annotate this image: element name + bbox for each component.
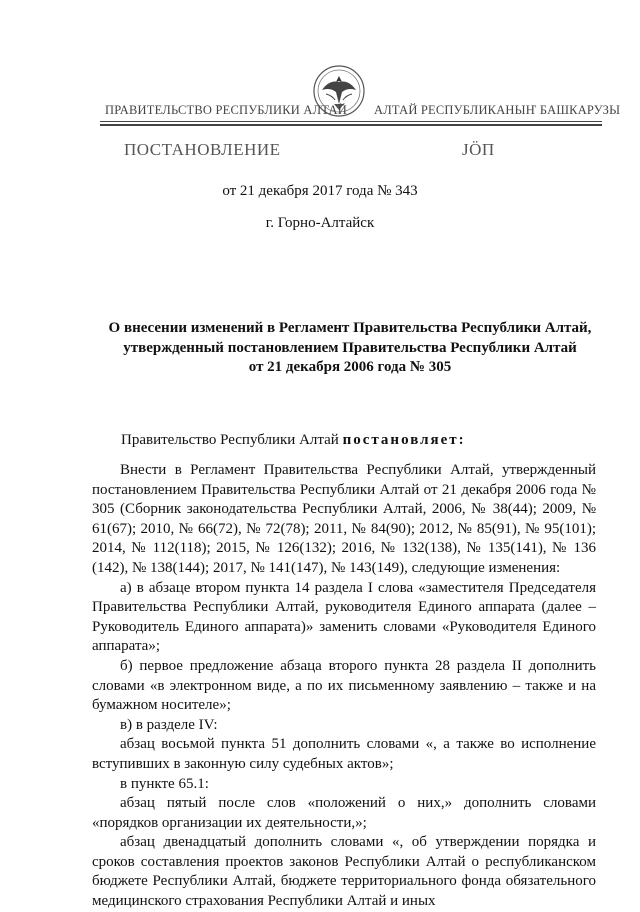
city-line: г. Горно-Алтайск [265,215,375,231]
header-rule-thin [100,121,602,122]
title-line: утвержденный постановлением Правительства Республики Алтай [123,339,577,356]
paragraph: абзац восьмой пункта 51 дополнить словами «, а также во исполнение вступивших в законную силу судебных актов»; [92,736,596,772]
paragraph: абзац пятый после слов «положений о них,» дополнить словами «порядков организации их деятельности,»; [92,795,596,831]
gov-name-alt: АЛТАЙ РЕСПУБЛИКАНЫҤ БАШКАРУЗЫ [374,103,621,117]
doc-kind-ru: ПОСТАНОВЛЕНИЕ [124,140,281,159]
title-line: от 21 декабря 2006 года № 305 [248,359,452,375]
doc-kind-alt: ЈӦП [462,140,495,159]
preamble [121,432,466,449]
header-rule-thick [100,124,602,126]
paragraph: абзац двенадцатый дополнить словами «, об утверждении порядка и сроков составления проектов законов Республики Алтай о республиканском бюджете Республики Алтай, бюджете территориального фонда обязательного медицинского страхования Республики Алтай и иных [92,834,596,910]
paragraph: б) первое предложение абзаца второго пункта 28 раздела II дополнить словами «в электронном виде, а по их письменному заявлению – также и на бумажном носителе»; [92,657,596,714]
paragraph: а) в абзаце втором пункта 14 раздела I слова «заместителя Председателя Правительства Республики Алтай, руководителя Единого аппарата (далее – Руководитель Единого аппарата)» заменить словами «Руководителя Единого аппарата»; [92,579,596,655]
date-line: от 21 декабря 2017 года № 343 [222,183,418,199]
paragraph: в) в разделе IV: [120,716,218,733]
document-body [92,461,596,912]
title-line: О внесении изменений в Регламент Правительства Республики Алтай, [108,320,592,336]
gov-name-ru: ПРАВИТЕЛЬСТВО РЕСПУБЛИКИ АЛТАЙ [105,103,347,117]
document-title [92,319,608,378]
paragraph: Внести в Регламент Правительства Республики Алтай, утвержденный постановлением Правительства Республики Алтай от 21 декабря 2006 года № 305 (Сборник законодательства Республики Алтай, 2006, № 38(44); 2009, № 61(67); 2010, № 66(72), № 72(78); 2011, № 84(90); 2012, № 85(91), № 95(101); 2014, № 112(118); 2015, № 126(132); 2016, № 132(138), № 135(141), № 136 (142), № 138(144); 2017, № 141(147), № 143(149), следующие изменения: [92,462,596,576]
preamble-subject: Правительство Республики Алтай [121,432,339,448]
paragraph: в пункте 65.1: [120,775,209,792]
preamble-verb: постановляет: [342,432,466,448]
